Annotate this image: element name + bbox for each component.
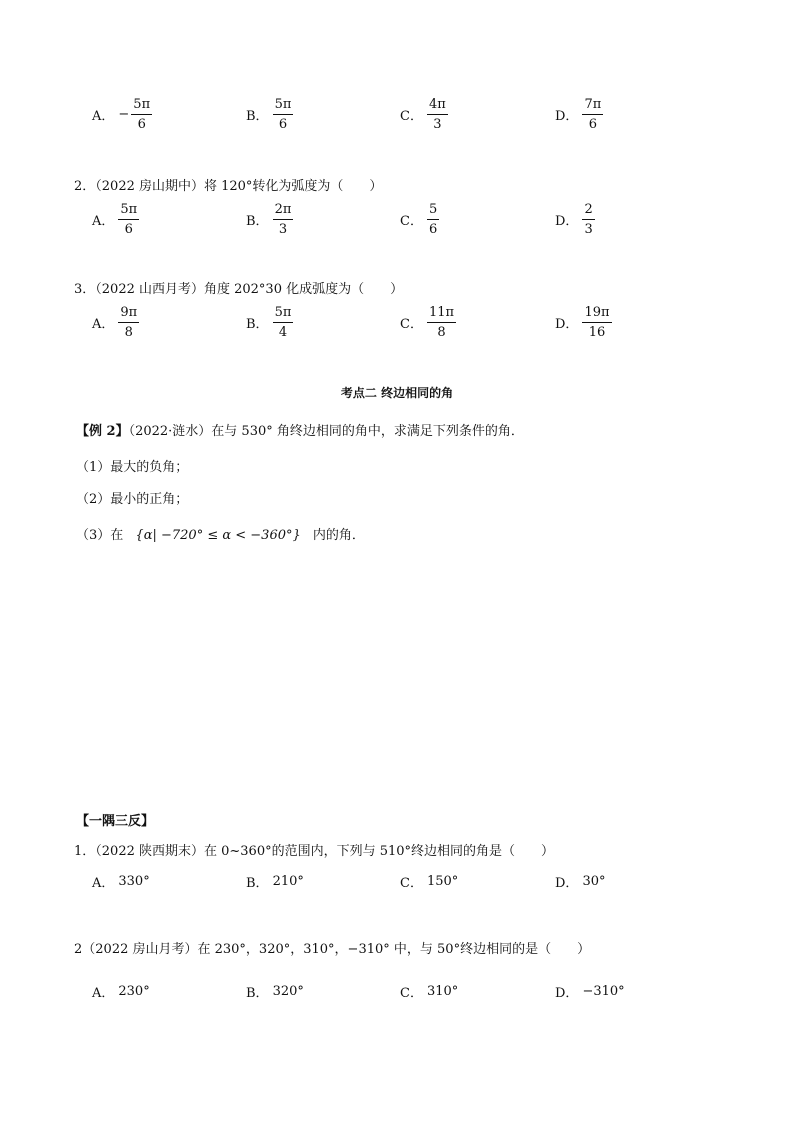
option-label: A． <box>92 986 115 1001</box>
numerator: 5π <box>274 97 292 112</box>
item3-suffix: 内的角． <box>312 528 365 543</box>
numerator: 19π <box>584 305 610 320</box>
fraction <box>427 203 439 236</box>
option-value: 330° <box>118 874 150 889</box>
q2-option-a <box>92 203 139 236</box>
denominator: 8 <box>124 325 133 340</box>
fraction <box>273 203 294 236</box>
denominator: 3 <box>278 222 288 237</box>
p1-option-a <box>92 872 150 891</box>
q3-option-d <box>555 306 612 339</box>
denominator: 6 <box>278 117 288 132</box>
denominator: 3 <box>433 117 442 132</box>
item3-prefix: （3）在 <box>76 528 124 543</box>
option-label: C． <box>400 876 423 891</box>
set-notation: {α| −720° ≤ α < −360°} <box>135 528 301 543</box>
numerator: 2 <box>584 202 593 217</box>
fraction <box>582 203 594 236</box>
p2-stem: 2（2022 房山月考）在 230°，320°，310°，−310° 中，与 50°终边相同的是（ ） <box>74 942 591 957</box>
option-label: B． <box>246 876 269 891</box>
option-label: A． <box>92 214 115 229</box>
option-label: A． <box>92 109 115 124</box>
negative-sign: − <box>118 107 130 122</box>
option-label: C． <box>400 317 423 332</box>
fraction <box>131 98 152 131</box>
option-label: D． <box>555 317 579 332</box>
denominator: 6 <box>137 117 146 132</box>
numerator: 7π <box>584 97 602 112</box>
q1-option-b <box>246 98 293 131</box>
q3-option-b <box>246 306 293 339</box>
denominator: 16 <box>588 325 606 340</box>
option-label: D． <box>555 109 579 124</box>
option-label: D． <box>555 986 579 1001</box>
option-value: 310° <box>426 984 459 999</box>
p2-option-b <box>246 982 304 1001</box>
numerator: 9π <box>120 305 138 320</box>
example-tag: 【例 2】 <box>76 424 129 439</box>
numerator: 2π <box>274 202 292 217</box>
q3-option-c <box>400 306 456 339</box>
q2-option-b <box>246 203 293 236</box>
practice-tag: 【一隅三反】 <box>76 814 155 829</box>
option-label: C． <box>400 986 423 1001</box>
numerator: 5 <box>428 202 438 217</box>
fraction <box>273 98 294 131</box>
option-label: D． <box>555 214 579 229</box>
fraction <box>582 306 611 339</box>
numerator: 5π <box>274 305 292 320</box>
q3-option-a <box>92 306 139 339</box>
p2-option-c <box>400 982 458 1001</box>
option-label: B． <box>246 109 269 124</box>
example-item-3 <box>76 524 365 543</box>
option-label: A． <box>92 317 115 332</box>
denominator: 8 <box>437 325 446 340</box>
p1-option-d <box>555 872 605 891</box>
option-value: 230° <box>118 984 150 999</box>
example-text: （2022·涟水）在与 530° 角终边相同的角中，求满足下列条件的角． <box>128 424 524 439</box>
p1-option-b <box>246 872 304 891</box>
fraction <box>118 306 139 339</box>
denominator: 3 <box>584 222 593 237</box>
fraction <box>427 306 456 339</box>
option-label: B． <box>246 986 269 1001</box>
option-value: −310° <box>582 984 625 999</box>
q1-option-d <box>555 98 603 131</box>
fraction <box>273 306 294 339</box>
option-label: C． <box>400 109 423 124</box>
q2-option-c <box>400 203 439 236</box>
option-value: 210° <box>272 874 304 889</box>
option-label: C． <box>400 214 423 229</box>
section-title: 考点二 终边相同的角 <box>340 386 454 400</box>
fraction <box>582 98 603 131</box>
q2-option-d <box>555 203 595 236</box>
option-label: B． <box>246 214 269 229</box>
option-label: D． <box>555 876 579 891</box>
q3-stem: 3．（2022 山西月考）角度 202°30 化成弧度为（ ） <box>74 282 404 297</box>
example-item-1: （1）最大的负角； <box>76 460 189 475</box>
example-2 <box>76 420 524 439</box>
q2-stem: 2．（2022 房山期中）将 120°转化为弧度为（ ） <box>74 179 383 194</box>
p1-option-c <box>400 872 458 891</box>
numerator: 5π <box>133 97 151 112</box>
option-value: 150° <box>426 874 459 889</box>
option-value: 320° <box>272 984 304 999</box>
option-label: B． <box>246 317 269 332</box>
fraction <box>427 98 448 131</box>
denominator: 6 <box>588 117 597 132</box>
q1-option-a <box>92 98 152 131</box>
denominator: 6 <box>124 222 133 237</box>
p1-stem: 1．（2022 陕西期末）在 0~360°的范围内，下列与 510°终边相同的角是（ ） <box>74 844 555 859</box>
denominator: 6 <box>428 222 438 237</box>
p2-option-a <box>92 982 150 1001</box>
option-value: 30° <box>582 874 606 889</box>
option-label: A． <box>92 876 115 891</box>
denominator: 4 <box>278 325 288 340</box>
numerator: 5π <box>120 202 138 217</box>
example-item-2: （2）最小的正角； <box>76 492 189 507</box>
p2-option-d <box>555 982 625 1001</box>
q1-option-c <box>400 98 448 131</box>
numerator: 4π <box>428 97 446 112</box>
fraction <box>118 203 139 236</box>
numerator: 11π <box>428 305 455 320</box>
